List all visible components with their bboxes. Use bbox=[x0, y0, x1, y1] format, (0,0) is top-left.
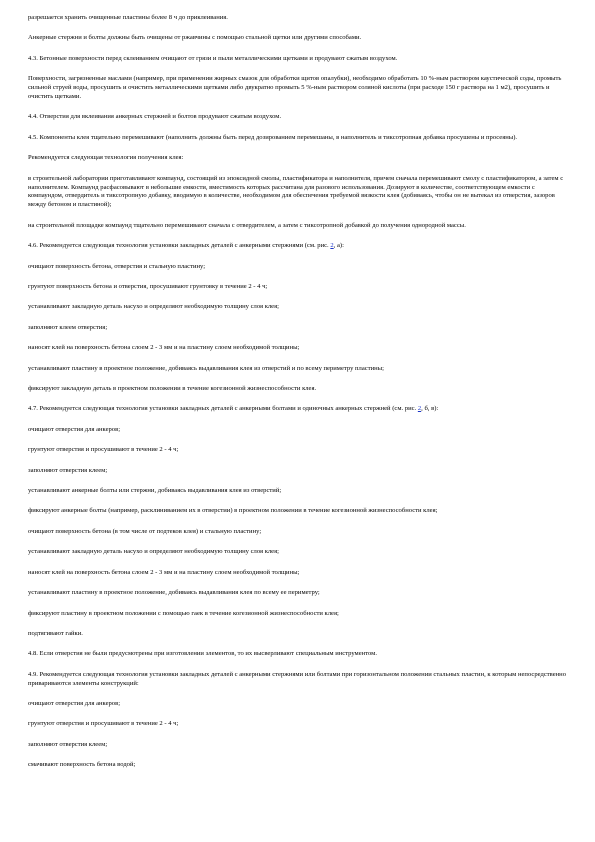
paragraph: устанавливают закладную деталь насухо и определяют необходимую толщину слоя клея; bbox=[28, 303, 279, 311]
paragraph: заполняют отверстия клеем; bbox=[28, 466, 108, 474]
paragraph: 4.7. Рекомендуется следующая технология установки закладных деталей с анкерными болтами и одиночных анкерных стержней (см. рис. 2, б, в): bbox=[28, 405, 439, 413]
paragraph: 4.8. Если отверстия не были предусмотрены при изготовлении элементов, то их высверливают специальным инструментом. bbox=[28, 650, 377, 658]
paragraph: в строительной лаборатории приготавливают компаунд, состоящий из эпоксидной смолы, пластификатора и наполнителя, причем сначала перемешивают смолу с пластификатором, а затем с наполнителем. Компаунд расфасовывают в небольшие емкости, вместимость которых рассчитана для разового использования. Дозируют в количестве, соответствующем емкости с компаундом, отвердитель и тиксотропную добавку, вводимую в количестве, необходимом для обеспечения требуемой вязкости клея (добиваясь, чтобы он не вытекал из отверстия, зазоров между бетоном и пластиной); bbox=[28, 174, 564, 209]
paragraph: 4.9. Рекомендуется следующая технология установки закладных деталей с анкерными стержнями или болтами при горизонтальном положении стальных пластин, к которым непосредственно привариваются элементы конструкций: bbox=[28, 670, 567, 687]
paragraph: грунтуют отверстия и просушивают в течение 2 - 4 ч; bbox=[28, 446, 179, 454]
paragraph: Анкерные стержни и болты должны быть очищены от ржавчины с помощью стальной щетки или другими способами. bbox=[28, 34, 362, 42]
paragraph: фиксируют анкерные болты (например, расклиниванием их в отверстии) в проектном положении в течение когезионной жизнеспособности клея; bbox=[28, 507, 438, 515]
paragraph: фиксируют закладную деталь в проектном положении в течение когезионной жизнеспособности клея. bbox=[28, 385, 317, 393]
paragraph: устанавливают закладную деталь насухо и определяют необходимую толщину слоя клея; bbox=[28, 548, 279, 556]
paragraph: 4.3. Бетонные поверхности перед склеиванием очищают от грязи и пыли металлическими щетками и продувают сжатым воздухом. bbox=[28, 54, 398, 62]
paragraph: устанавливают анкерные болты или стержни, добиваясь выдавливания клея из отверстий; bbox=[28, 487, 282, 495]
paragraph: очищают отверстия для анкеров; bbox=[28, 425, 121, 433]
paragraph: 4.5. Компоненты клея тщательно перемешивают (наполнить должны быть перед дозированием перемешаны, в наполнитель и тиксотропная добавка просушены и просеяны). bbox=[28, 133, 518, 141]
paragraph: очищают отверстия для анкеров; bbox=[28, 700, 121, 708]
document-page bbox=[28, 14, 568, 782]
paragraph: заполняют отверстия клеем; bbox=[28, 740, 108, 748]
paragraph: разрешается хранить очищенные пластины более 8 ч до приклеивания. bbox=[28, 14, 228, 21]
paragraph: устанавливают пластину в проектное положение, добиваясь выдавливания клея из отверстий и по всему периметру пластины; bbox=[28, 364, 384, 372]
paragraph: на строительной площадке компаунд тщательно перемешивают сначала с отвердителем, а затем с тиксотропной добавкой до получения однородной массы. bbox=[28, 221, 466, 229]
paragraph: очищают поверхность бетона, отверстия и стальную пластину; bbox=[28, 262, 206, 270]
figure-link[interactable]: 2 bbox=[330, 242, 334, 250]
paragraph: грунтуют отверстия и просушивают в течение 2 - 4 ч; bbox=[28, 720, 179, 728]
paragraph: наносят клей на поверхность бетона слоем 2 - 3 мм и на пластину слоем необходимой толщины; bbox=[28, 568, 300, 576]
paragraph: подтягивают гайки. bbox=[28, 629, 83, 637]
paragraph: 4.6. Рекомендуется следующая технология установки закладных деталей с анкерными стержнями (см. рис. 2, а): bbox=[28, 242, 344, 250]
paragraph: очищают поверхность бетона (в том числе от подтеков клея) и стальную пластину; bbox=[28, 527, 262, 535]
paragraph: грунтуют поверхность бетона и отверстия, просушивают грунтовку в течение 2 - 4 ч; bbox=[28, 283, 268, 290]
figure-link[interactable]: 2 bbox=[417, 405, 422, 413]
paragraph: заполняют клеем отверстия; bbox=[28, 323, 108, 331]
paragraph: 4.4. Отверстия для вклеивания анкерных стержней и болтов продувают сжатым воздухом. bbox=[28, 113, 282, 121]
paragraph: Поверхности, загрязненные маслами (например, при применении жирных смазок для обработки щитов опалубки), необходимо обработать 10 %-ным раствором каустической соды, промыть сильной струей воды, просушить и очистить металлическими щетками либо двукратно промыть 5 %-ным раствором соляной кислоты (при расходе 150 г раствора на 1 м2), просушить и очистить щетками. bbox=[28, 75, 562, 101]
paragraph: устанавливают пластину в проектное положение, добиваясь выдавливания клея по всему ее периметру; bbox=[28, 589, 320, 597]
paragraph: наносят клей на поверхность бетона слоем 2 - 3 мм и на пластину слоем необходимой толщины; bbox=[28, 344, 300, 352]
paragraph: Рекомендуется следующая технология получения клея: bbox=[28, 154, 184, 162]
paragraph: смачивают поверхность бетона водой; bbox=[28, 761, 136, 769]
paragraph: фиксируют пластину в проектном положении с помощью гаек в течение когезионной жизнеспособности клея; bbox=[28, 609, 339, 617]
